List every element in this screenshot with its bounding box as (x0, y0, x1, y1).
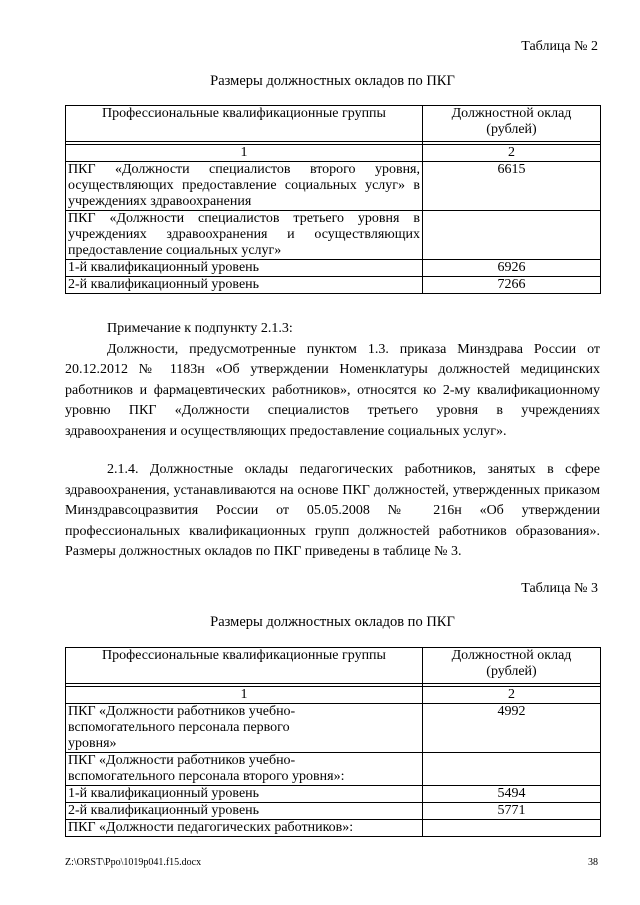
table3 (65, 647, 601, 837)
table2-row-name: ПКГ «Должности специалистов второго уровня, осуществляющих предоставление социальных услуг» в учреждениях здравоохранения (66, 162, 423, 211)
table2-row-value: 6926 (423, 260, 601, 277)
table-row (66, 820, 601, 837)
table-row (66, 753, 601, 786)
table3-row-value: 4992 (423, 704, 601, 753)
table-row (66, 277, 601, 294)
table2-colnum-1: 1 (66, 145, 423, 162)
table3-row-value (423, 820, 601, 837)
table2 (65, 105, 601, 294)
table-row (66, 260, 601, 277)
note-text: Должности, предусмотренные пунктом 1.3. приказа Минздрава России от 20.12.2012 № 1183н «Об утверждении Номенклатуры должностей медицинских работников и фармацевтических работников», относятся ко 2-му квалификационному уровню ПКГ «Должности специалистов третьего уровня в учреждениях здравоохранения и осуществляющих предоставление социальных услуг». (65, 341, 600, 439)
table-row (66, 786, 601, 803)
table3-label: Таблица № 3 (521, 581, 598, 596)
note-heading: Примечание к подпункту 2.1.3: (107, 321, 293, 336)
table3-row-name: 2-й квалификационный уровень (66, 803, 423, 820)
table2-title: Размеры должностных окладов по ПКГ (210, 73, 455, 89)
table2-row-value: 6615 (423, 162, 601, 211)
table3-header-groups: Профессиональные квалификационные группы (66, 648, 423, 684)
table2-header-salary: Должностной оклад (рублей) (423, 106, 601, 142)
table-row (66, 211, 601, 260)
table3-row-name: ПКГ «Должности работников учебно-вспомогательного персонала первого уровня» (66, 704, 423, 753)
page-number: 38 (588, 857, 598, 868)
table2-row-value (423, 211, 601, 260)
paragraph-2-1-4-text: 2.1.4. Должностные оклады педагогических работников, занятых в сфере здравоохранения, устанавливаются на основе ПКГ должностей, утвержденных приказом Минздравсоцразвития России от 05.05.2008 № 216н «Об утверждении профессиональных квалификационных групп должностей работников образования». Размеры должностных окладов по ПКГ приведены в таблице № 3. (65, 462, 600, 559)
footer-file-path: Z:\ORST\Ppo\1019p041.f15.docx (65, 857, 202, 868)
table3-title: Размеры должностных окладов по ПКГ (210, 614, 455, 630)
table3-colnum-1: 1 (66, 687, 423, 704)
table3-row-name: ПКГ «Должности работников учебно-вспомогательного персонала второго уровня»: (66, 753, 423, 786)
table3-row-name: 1-й квалификационный уровень (66, 786, 423, 803)
table3-row-value: 5494 (423, 786, 601, 803)
table2-colnum-2: 2 (423, 145, 601, 162)
table-row (66, 704, 601, 753)
table2-header-groups: Профессиональные квалификационные группы (66, 106, 423, 142)
table3-row-value (423, 753, 601, 786)
note-block (65, 319, 600, 442)
table2-row-name: ПКГ «Должности специалистов третьего уровня в учреждениях здравоохранения и осуществляющих предоставление социальных услуг» (66, 211, 423, 260)
table3-row-value: 5771 (423, 803, 601, 820)
table-row (66, 162, 601, 211)
table2-row-name: 1-й квалификационный уровень (66, 260, 423, 277)
table2-row-value: 7266 (423, 277, 601, 294)
table2-label: Таблица № 2 (521, 39, 598, 54)
table-row (66, 803, 601, 820)
table3-row-name: ПКГ «Должности педагогических работников»: (66, 820, 423, 837)
paragraph-2-1-4 (65, 460, 600, 563)
table3-colnum-2: 2 (423, 687, 601, 704)
table2-row-name: 2-й квалификационный уровень (66, 277, 423, 294)
table3-header-salary: Должностной оклад (рублей) (423, 648, 601, 684)
